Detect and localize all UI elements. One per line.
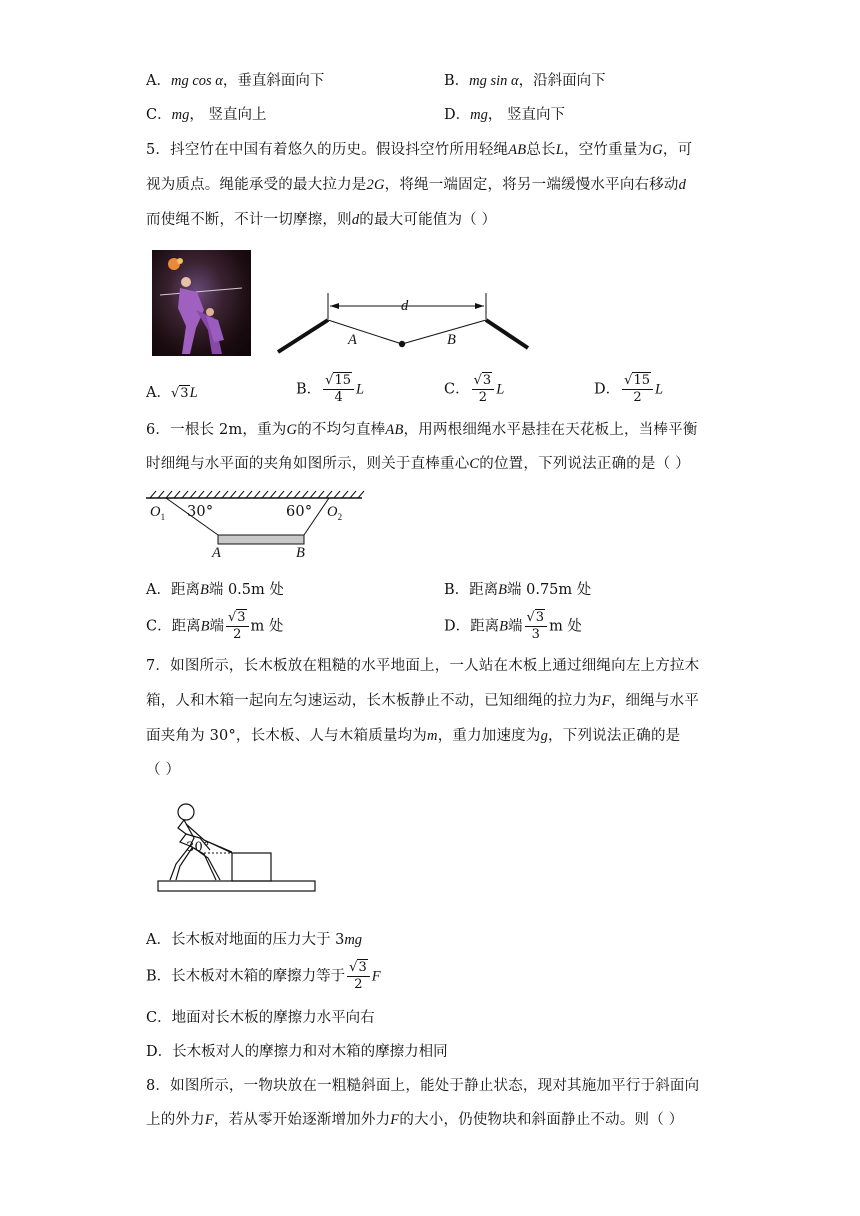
q7-option-b: B．长木板对木箱的摩擦力等于 $\frac{√3}{2}$ F <box>146 960 381 992</box>
q5-performer-figure <box>152 250 251 356</box>
q4-option-d: D．mg， 竖直向下 <box>444 107 565 123</box>
q6-option-d: D．距离B端 $\frac{√3}{3}$ m 处 <box>444 610 582 642</box>
q5-option-a: A．√3L <box>146 385 198 401</box>
q6-fig-label-60deg: 60° <box>286 504 313 520</box>
q7-fig-label-30deg: 30° <box>186 840 210 855</box>
q4-option-b: B．mg sin α，沿斜面向下 <box>444 73 606 89</box>
q4-option-a-math: mg cos α <box>170 73 223 89</box>
q6-fig-label-o2: $O_2$ <box>327 504 343 522</box>
ceiling-hatch-mark <box>166 491 172 498</box>
ceiling-hatch-mark <box>334 491 340 498</box>
q4-option-d-math: mg <box>470 107 488 123</box>
q6-fig-label-o1: $O_1$ <box>150 504 166 522</box>
q5-diabolo-photo <box>152 250 251 356</box>
ceiling-hatch-mark <box>358 491 364 498</box>
ceiling-hatch-mark <box>286 491 292 498</box>
ceiling-hatch-mark <box>190 491 196 498</box>
q7-person-box-diagram <box>156 800 326 900</box>
q4-option-b-math: mg sin α <box>469 73 519 89</box>
q5-line-2: 视为质点。绳能承受的最大拉力是2G，将绳一端固定，将另一端缓慢水平向右移动d <box>146 177 687 193</box>
ceiling-hatch-mark <box>294 491 300 498</box>
q6-line-2: 时细绳与水平面的夹角如图所示，则关于直棒重心C的位置，下列说法正确的是（ ） <box>146 456 690 472</box>
ceiling-hatch-mark <box>270 491 276 498</box>
q8-line-1: 8．如图所示，一物块放在一粗糙斜面上，能处于静止状态，现对其施加平行于斜面向 <box>146 1078 700 1094</box>
ceiling-hatch-mark <box>174 491 180 498</box>
ceiling-hatch-mark <box>246 491 252 498</box>
q6-line-1: 6．一根长 2m，重为G的不均匀直棒AB，用两根细绳水平悬挂在天花板上，当棒平衡 <box>146 422 698 438</box>
ceiling-hatch-mark <box>206 491 212 498</box>
ceiling-hatch-mark <box>238 491 244 498</box>
ceiling-hatch-mark <box>310 491 316 498</box>
q4-option-c: C．mg， 竖直向上 <box>146 107 267 123</box>
ceiling-hatch-mark <box>254 491 260 498</box>
ceiling-hatch-mark <box>326 491 332 498</box>
q7-option-d: D．长木板对人的摩擦力和对木箱的摩擦力相同 <box>146 1044 448 1060</box>
ceiling-hatch-mark <box>342 491 348 498</box>
ceiling-hatch-mark <box>230 491 236 498</box>
q8-line-2: 上的外力F，若从零开始逐渐增加外力F的大小，仍使物块和斜面静止不动。则（ ） <box>146 1112 684 1128</box>
ceiling-hatch-mark <box>150 491 156 498</box>
q7-line-1: 7．如图所示，长木板放在粗糙的水平地面上，一人站在木板上通过细绳向左上方拉木 <box>146 658 700 674</box>
ceiling-hatch-mark <box>278 491 284 498</box>
q5-option-b: B． $\frac{√15}{4}$ L <box>296 373 365 405</box>
q6-fig-label-30deg: 30° <box>187 504 214 520</box>
ceiling-hatch-mark <box>198 491 204 498</box>
ceiling-hatch-mark <box>182 491 188 498</box>
q5-line-1: 5．抖空竹在中国有着悠久的历史。假设抖空竹所用轻绳AB总长L，空竹重量为G，可 <box>146 142 693 158</box>
ceiling-hatch-mark <box>302 491 308 498</box>
q4-option-c-math: mg <box>171 107 190 123</box>
q7-option-a: A．长木板对地面的压力大于 3mg <box>146 932 363 948</box>
ceiling-hatch-mark <box>262 491 268 498</box>
q4-option-a: A．mg cos α，垂直斜面向下 <box>146 73 325 89</box>
ceiling-hatch-mark <box>222 491 228 498</box>
q6-option-c: C．距离B端 $\frac{√3}{2}$ m 处 <box>146 610 284 642</box>
q5-line-3: 而使绳不断，不计一切摩擦，则d的最大可能值为（ ） <box>146 212 497 228</box>
q7-line-2: 箱，人和木箱一起向左匀速运动，长木板静止不动，已知细绳的拉力为F，细绳与水平 <box>146 693 699 709</box>
q6-option-b: B．距离B端 0.75m 处 <box>444 582 592 598</box>
ceiling-hatch-mark <box>350 491 356 498</box>
q6-option-a: A．距离B端 0.5m 处 <box>146 582 284 598</box>
q7-option-c: C．地面对长木板的摩擦力水平向右 <box>146 1010 375 1026</box>
q5-fig-label-d: d <box>401 298 409 314</box>
q6-fig-label-a: A <box>212 545 222 561</box>
q5-option-d: D． $\frac{√15}{2}$ L <box>594 373 664 405</box>
q6-fig-label-b: B <box>296 545 306 561</box>
q7-line-3: 面夹角为 30°，长木板、人与木箱质量均为m，重力加速度为g，下列说法正确的是 <box>146 728 681 744</box>
ceiling-hatch-mark <box>158 491 164 498</box>
ceiling-hatch-mark <box>214 491 220 498</box>
q5-fig-label-a: A <box>348 332 358 348</box>
q5-option-c: C． $\frac{√3}{2}$ L <box>444 373 505 405</box>
ceiling-hatch-mark <box>318 491 324 498</box>
q5-fig-label-b: B <box>447 332 457 348</box>
q7-line-4: （ ） <box>146 762 181 778</box>
